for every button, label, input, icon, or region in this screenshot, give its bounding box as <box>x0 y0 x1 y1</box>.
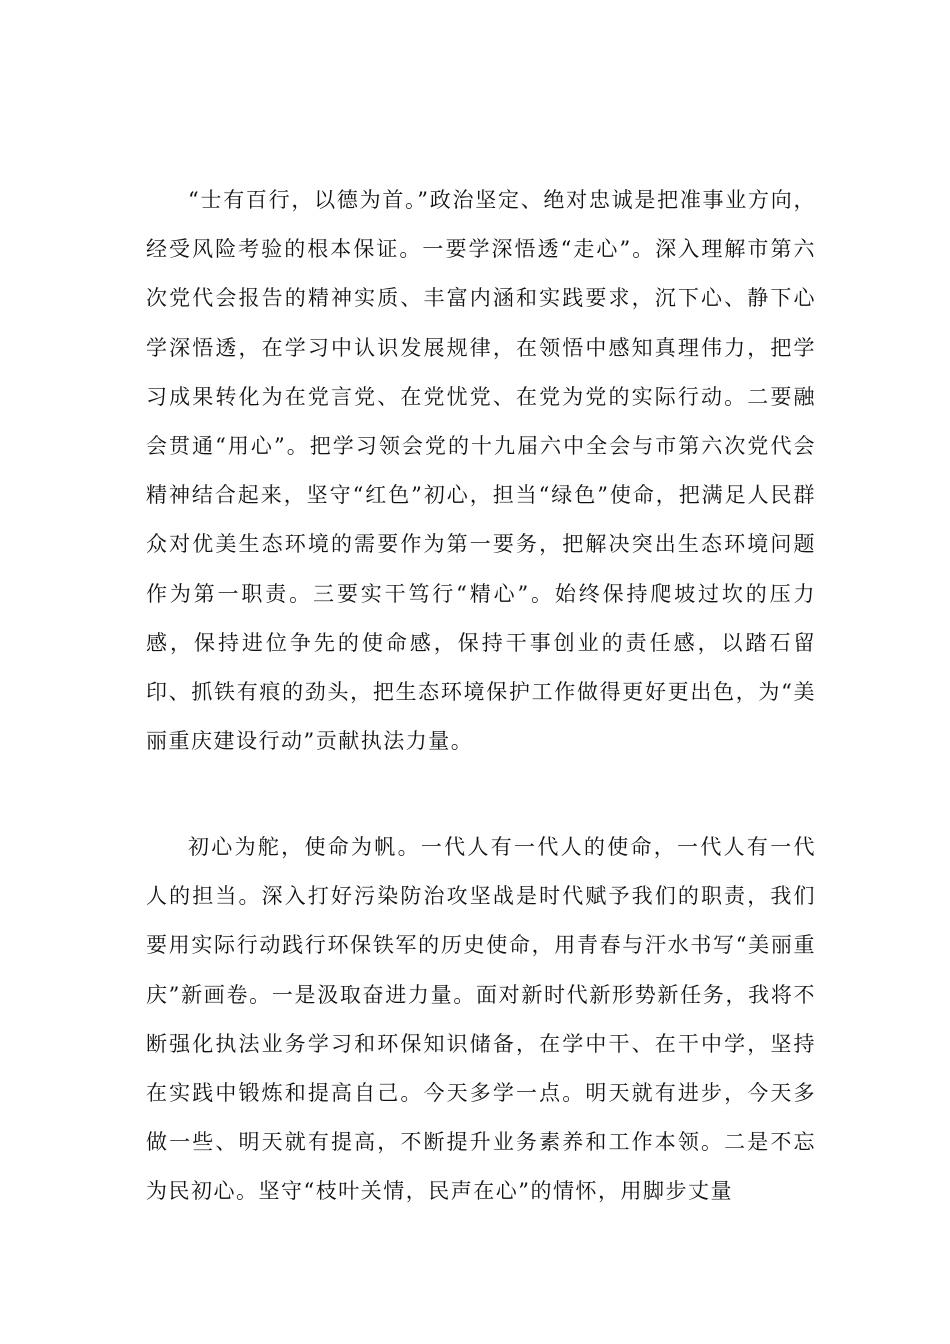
body-paragraph-original-mission: 初心为舵，使命为帆。一代人有一代人的使命，一代人有一代人的担当。深入打好污染防治攻坚战是时代赋予我们的职责，我们要用实际行动践行环保铁军的历史使命，用青春与汗水书写“美丽重庆”新画卷。一是汲取奋进力量。面对新时代新形势新任务，我将不断强化执法业务学习和环保知识储备，在学中干、在干中学，坚持在实践中锻炼和提高自己。今天多学一点。明天就有进步，今天多做一些、明天就有提高，不断提升业务素养和工作本领。二是不忘为民初心。坚守“枝叶关情，民声在心”的情怀，用脚步丈量 <box>146 835 816 1204</box>
body-paragraph-political-loyalty: “士有百行，以德为首。”政治坚定、绝对忠诚是把准事业方向，经受风险考验的根本保证。一要学深悟透“走心”。深入理解市第六次党代会报告的精神实质、丰富内涵和实践要求，沉下心、静下心学深悟透，在学习中认识发展规律，在领悟中感知真理伟力，把学习成果转化为在党言党、在党忧党、在党为党的实际行动。二要融会贯通“用心”。把学习领会党的十九届六中全会与市第六次党代会精神结合起来，坚守“红色”初心，担当“绿色”使命，把满足人民群众对优美生态环境的需要作为第一要务，把解决突出生态环境问题作为第一职责。三要实干笃行“精心”。始终保持爬坡过坎的压力感，保持进位争先的使命感，保持干事创业的责任感，以踏石留印、抓铁有痕的劲头，把生态环境保护工作做得更好更出色，为“美丽重庆建设行动”贡献执法力量。 <box>146 188 816 754</box>
